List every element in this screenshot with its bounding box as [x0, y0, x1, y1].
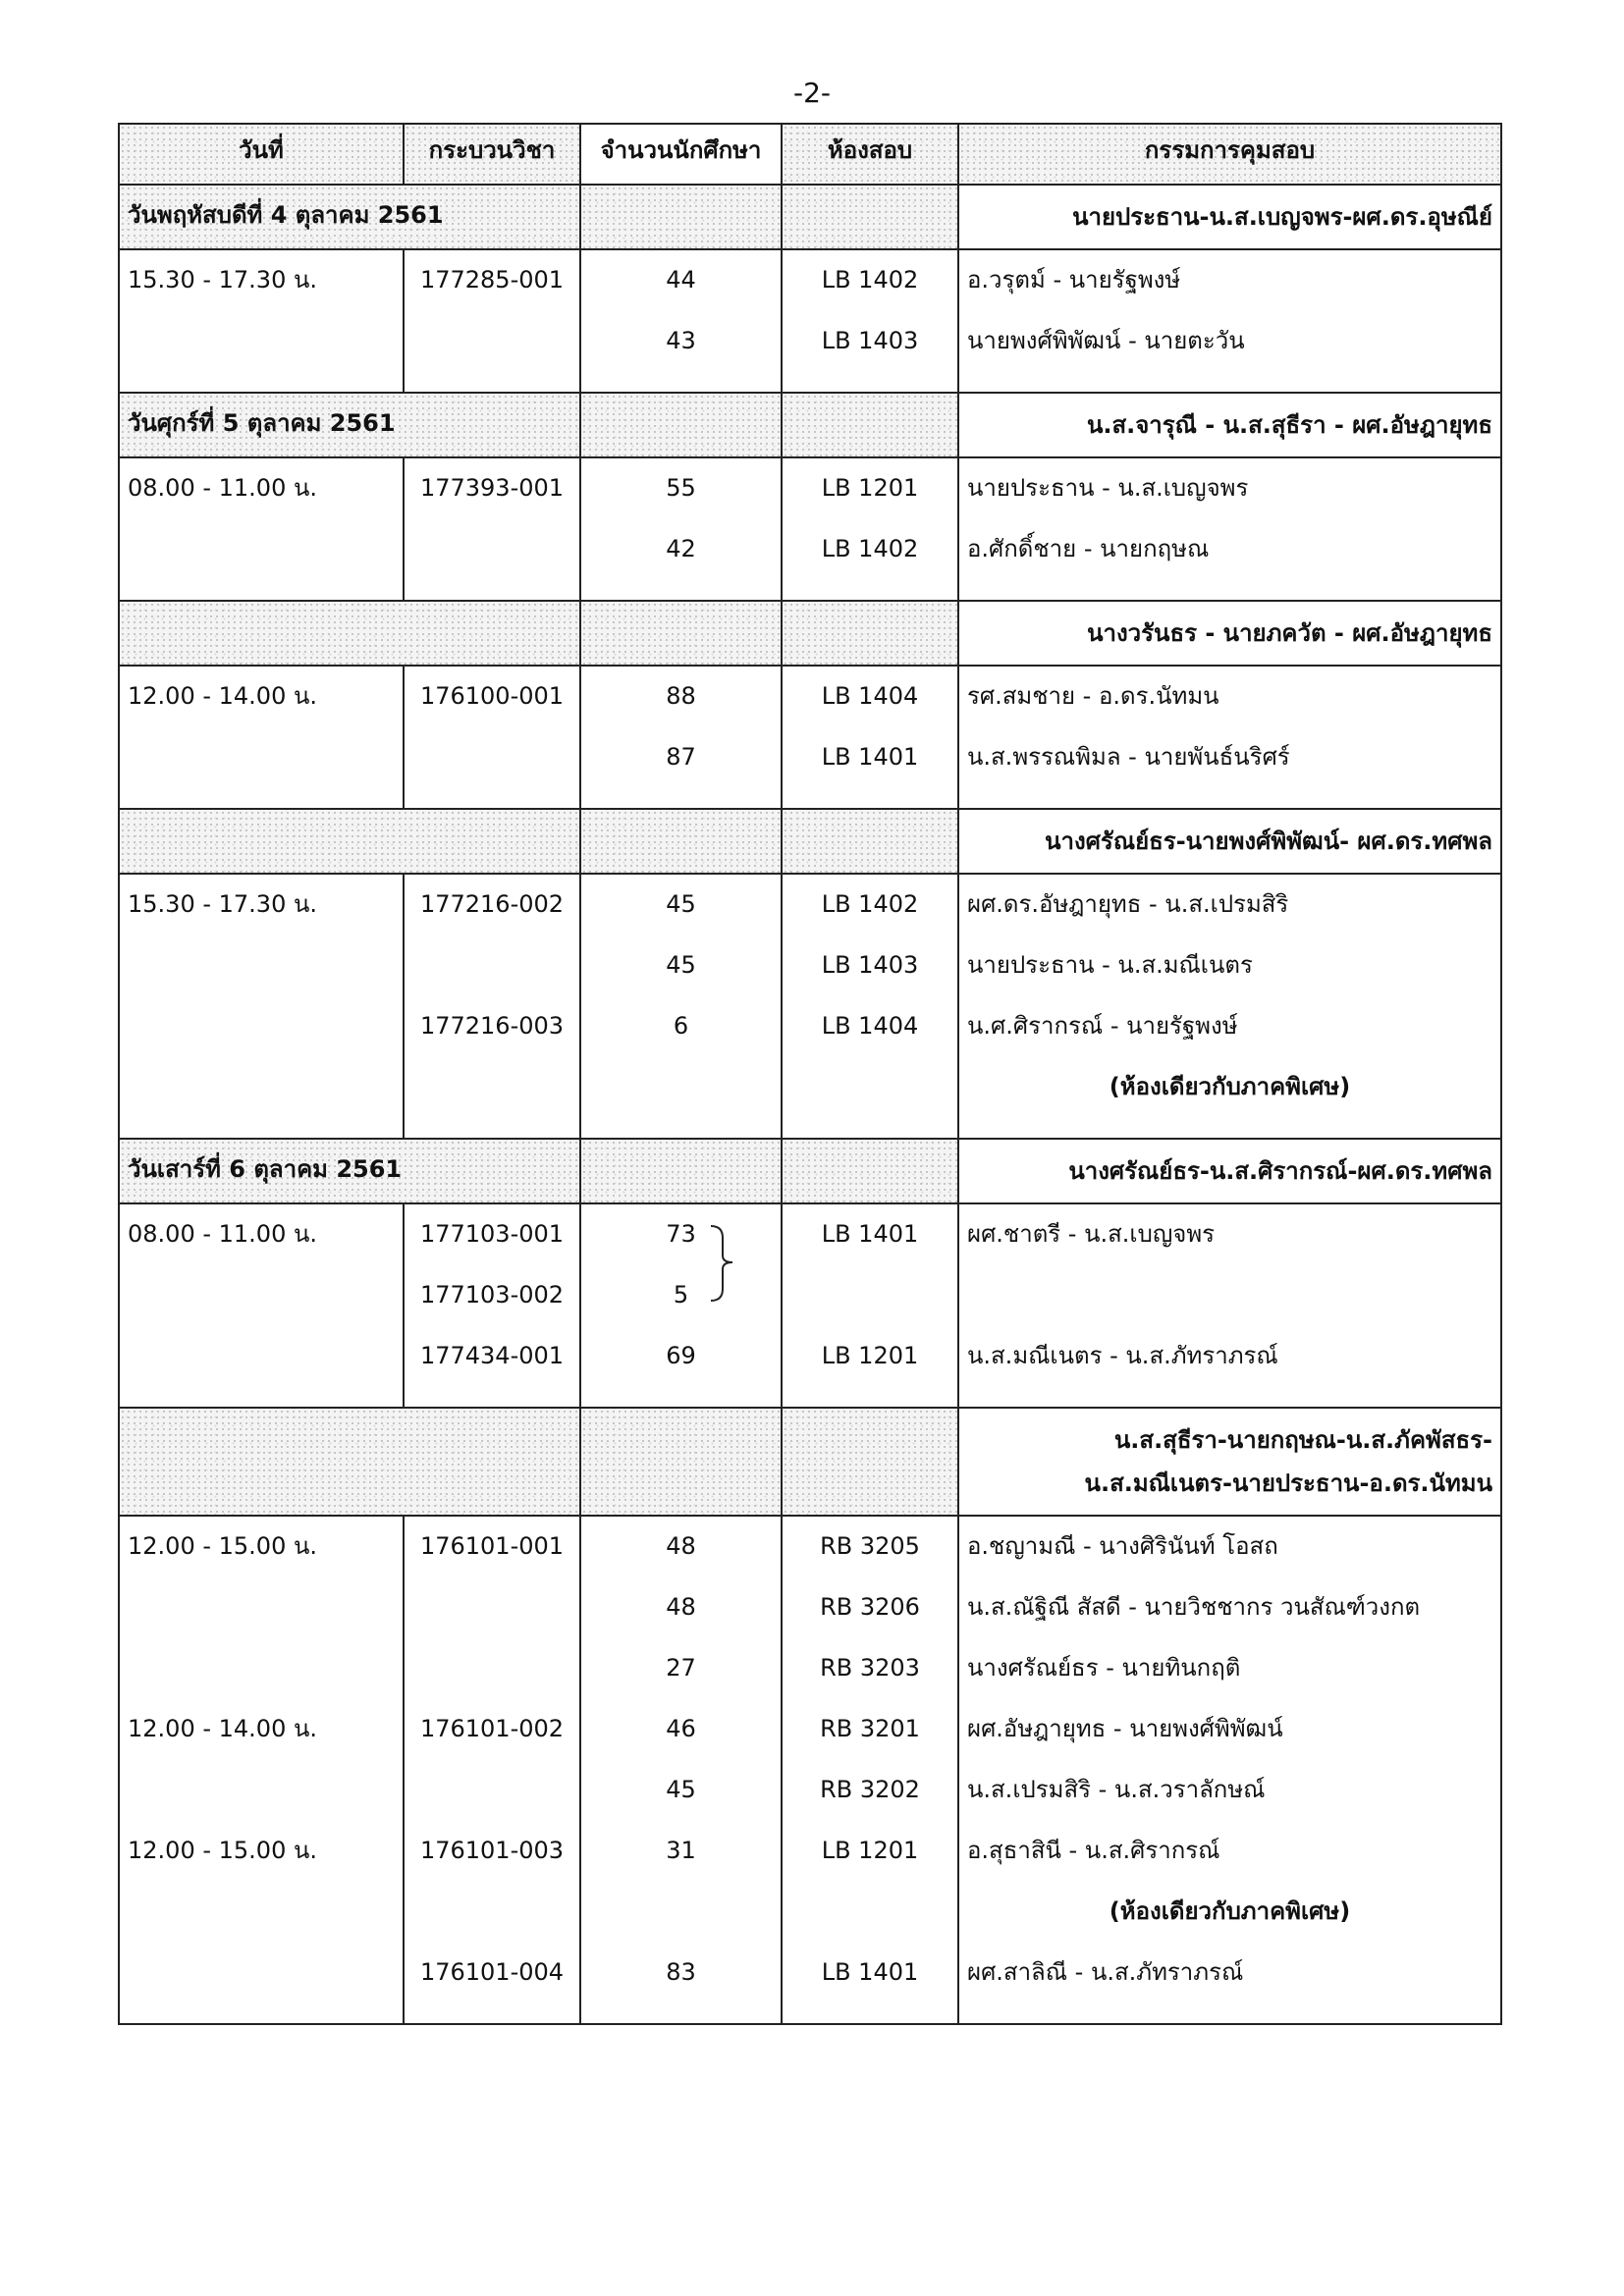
- count-cell: [580, 457, 782, 601]
- proctor-pair: ผศ.ชาตรี - น.ส.เบญจพร: [967, 1220, 1216, 1248]
- time-cell: 15.30 - 17.30 น.: [119, 874, 404, 1139]
- proctor-pair: ผศ.สาลิณี - น.ส.ภัทราภรณ์: [967, 1958, 1244, 1986]
- header-date: วันที่: [119, 124, 404, 185]
- time-range: [128, 1952, 395, 2013]
- day-cell: [119, 1139, 580, 1203]
- count-cell: [580, 666, 782, 809]
- student-count: 31: [666, 1837, 696, 1864]
- course-code: [412, 1770, 571, 1831]
- proctor-pair: อ.ศักดิ์ชาย - นายกฤษณ: [967, 535, 1210, 562]
- header-course: กระบวนวิชา: [404, 124, 580, 185]
- proctor-cell: [958, 457, 1501, 601]
- day-cell: [119, 185, 580, 249]
- exam-room: RB 3205: [820, 1532, 920, 1560]
- proctor-cell: [958, 874, 1501, 1139]
- course-cell: [404, 1203, 580, 1408]
- proctor-pair: รศ.สมชาย - อ.ดร.นัทมน: [967, 682, 1219, 710]
- proctor-pair: น.ส.ณัฐิณี สัสดี - นายวิชชากร วนสัณฑ์วงกต: [967, 1593, 1421, 1621]
- course-code: 177103-002: [419, 1281, 565, 1308]
- committee-cell: [958, 809, 1501, 874]
- time-cell: 12.00 - 14.00 น.: [119, 666, 404, 809]
- day-row: [119, 393, 1501, 457]
- exam-room: LB 1402: [821, 535, 919, 562]
- day-cell: [119, 809, 580, 874]
- proctor-pair: นางศรัณย์ธร - นายทินกฤติ: [967, 1654, 1241, 1682]
- day-row: [119, 601, 1501, 666]
- exam-room: LB 1201: [821, 1342, 919, 1369]
- page-number: -2-: [792, 77, 832, 109]
- exam-room: LB 1402: [821, 266, 919, 294]
- course-cell: [404, 666, 580, 809]
- course-cell: [404, 249, 580, 393]
- time-cell: 08.00 - 11.00 น.: [119, 457, 404, 601]
- count-cell: [580, 249, 782, 393]
- course-code: [412, 321, 571, 382]
- session-row: [119, 874, 1501, 1139]
- time-range: [128, 1770, 395, 1831]
- exam-room: RB 3201: [820, 1715, 920, 1742]
- course-code: 177285-001: [419, 266, 565, 294]
- header-proctors: กรรมการคุมสอบ: [958, 124, 1501, 185]
- right-brace-icon: [707, 1218, 742, 1307]
- proctor-cell: [958, 1203, 1501, 1408]
- student-count: 45: [666, 890, 696, 918]
- course-code: [412, 737, 571, 798]
- student-count: 5: [673, 1281, 689, 1308]
- committee-line: นายประธาน-น.ส.เบญจพร-ผศ.ดร.อุษณีย์: [1072, 203, 1492, 231]
- time-cell: 08.00 - 11.00 น.: [119, 1203, 404, 1408]
- room-cell: [782, 1516, 958, 2024]
- student-count: 44: [666, 266, 696, 294]
- day-cell: [119, 393, 580, 457]
- proctor-pair: [967, 1275, 1492, 1336]
- time-range: 12.00 - 14.00 น.: [128, 1715, 317, 1742]
- room-cell: [782, 1203, 958, 1408]
- time-range: [128, 1587, 395, 1648]
- student-count: 6: [673, 1012, 689, 1040]
- day-row: [119, 185, 1501, 249]
- shared-room-note: (ห้องเดียวกับภาคพิเศษ): [1109, 1897, 1351, 1925]
- time-cell: [119, 1516, 404, 2024]
- proctor-pair: น.ส.มณีเนตร - น.ส.ภัทราภรณ์: [967, 1342, 1278, 1369]
- day-row: [119, 809, 1501, 874]
- student-count: 45: [666, 951, 696, 979]
- proctor-pair: น.ส.เปรมสิริ - น.ส.วราลักษณ์: [967, 1776, 1266, 1803]
- exam-room: RB 3203: [820, 1654, 920, 1682]
- committee-line: นางศรัณย์ธร-นายพงศ์พิพัฒน์- ผศ.ดร.ทศพล: [1045, 828, 1492, 855]
- day-title: วันเสาร์ที่ 6 ตุลาคม 2561: [128, 1155, 403, 1183]
- course-code: 177216-003: [419, 1012, 565, 1040]
- day-cell: [119, 601, 580, 666]
- course-cell: [404, 874, 580, 1139]
- committee-line: น.ส.สุธีรา-นายกฤษณ-น.ส.ภัคพัสธร-: [1113, 1426, 1492, 1454]
- header-row: [119, 124, 1501, 185]
- session-row: [119, 457, 1501, 601]
- time-range: 12.00 - 15.00 น.: [128, 1532, 317, 1560]
- exam-room: LB 1404: [821, 1012, 919, 1040]
- exam-room: LB 1402: [821, 890, 919, 918]
- exam-room: LB 1401: [821, 1958, 919, 1986]
- proctor-pair: อ.สุธาสินี - น.ส.ศิรากรณ์: [967, 1837, 1220, 1864]
- course-cell: [404, 457, 580, 601]
- student-count: 88: [666, 682, 696, 710]
- course-code: 177434-001: [419, 1342, 565, 1369]
- session-row: [119, 1203, 1501, 1408]
- day-title: วันพฤหัสบดีที่ 4 ตุลาคม 2561: [128, 201, 444, 229]
- committee-line: น.ส.จารุณี - น.ส.สุธีรา - ผศ.อัษฎายุทธ: [1086, 411, 1492, 439]
- student-count: 48: [666, 1593, 696, 1621]
- room-cell: [782, 874, 958, 1139]
- exam-room: LB 1404: [821, 682, 919, 710]
- course-code: 176100-001: [419, 682, 565, 710]
- student-count: 73: [666, 1220, 696, 1248]
- student-count: [589, 1892, 773, 1952]
- exam-room: LB 1401: [821, 1220, 919, 1248]
- student-count: 55: [666, 474, 696, 502]
- committee-cell: [958, 601, 1501, 666]
- time-range: 12.00 - 15.00 น.: [128, 1837, 317, 1864]
- student-count: 69: [666, 1342, 696, 1369]
- shared-room-note: (ห้องเดียวกับภาคพิเศษ): [1109, 1073, 1351, 1100]
- day-title: วันศุกร์ที่ 5 ตุลาคม 2561: [128, 409, 396, 437]
- proctor-cell: [958, 249, 1501, 393]
- student-count: 48: [666, 1532, 696, 1560]
- course-code: 176101-001: [419, 1532, 565, 1560]
- course-code: 176101-002: [419, 1715, 565, 1742]
- exam-room: LB 1403: [821, 327, 919, 354]
- proctor-pair: อ.ชญามณี - นางศิรินันท์ โอสถ: [967, 1532, 1278, 1560]
- student-count: 45: [666, 1776, 696, 1803]
- course-code: 176101-003: [419, 1837, 565, 1864]
- room-cell: [782, 457, 958, 601]
- exam-room: RB 3206: [820, 1593, 920, 1621]
- exam-room: [790, 1892, 949, 1952]
- proctor-pair: น.ส.พรรณพิมล - นายพันธ์นริศร์: [967, 743, 1290, 771]
- exam-room: LB 1401: [821, 743, 919, 771]
- student-count: 27: [666, 1654, 696, 1682]
- course-cell: [404, 1516, 580, 2024]
- committee-line: น.ส.มณีเนตร-นายประธาน-อ.ดร.นัทมน: [1084, 1469, 1492, 1497]
- course-code: [412, 1648, 571, 1709]
- day-cell: [119, 1408, 580, 1516]
- exam-room: LB 1201: [821, 1837, 919, 1864]
- room-cell: [782, 249, 958, 393]
- time-range: [128, 1892, 395, 1952]
- count-cell: [580, 874, 782, 1139]
- course-code: [412, 529, 571, 590]
- session-row: [119, 666, 1501, 809]
- student-count: 42: [666, 535, 696, 562]
- course-code: 177393-001: [419, 474, 565, 502]
- proctor-cell: [958, 666, 1501, 809]
- proctor-cell: [958, 1516, 1501, 2024]
- day-row: [119, 1408, 1501, 1516]
- exam-room: LB 1403: [821, 951, 919, 979]
- time-cell: 15.30 - 17.30 น.: [119, 249, 404, 393]
- proctor-pair: ผศ.ดร.อัษฎายุทธ - น.ส.เปรมสิริ: [967, 890, 1289, 918]
- session-row: [119, 1516, 1501, 2024]
- course-code: 177216-002: [419, 890, 565, 918]
- count-cell: [580, 1203, 782, 1408]
- exam-room: RB 3202: [820, 1776, 920, 1803]
- student-count: 87: [666, 743, 696, 771]
- session-row: [119, 249, 1501, 393]
- course-code: 177103-001: [419, 1220, 565, 1248]
- student-count: 46: [666, 1715, 696, 1742]
- header-students: จำนวนนักศึกษา: [580, 124, 782, 185]
- proctor-pair: นายพงศ์พิพัฒน์ - นายตะวัน: [967, 327, 1245, 354]
- proctor-pair: ผศ.อัษฎายุทธ - นายพงศ์พิพัฒน์: [967, 1715, 1283, 1742]
- header-room: ห้องสอบ: [782, 124, 958, 185]
- proctor-pair: น.ศ.ศิรากรณ์ - นายรัฐพงษ์: [967, 1012, 1238, 1040]
- committee-cell: [958, 185, 1501, 249]
- proctor-pair: อ.วรุตม์ - นายรัฐพงษ์: [967, 266, 1181, 294]
- committee-line: นางวรันธร - นายภควัต - ผศ.อัษฎายุทธ: [1087, 619, 1492, 647]
- proctor-pair: นายประธาน - น.ส.มณีเนตร: [967, 951, 1253, 979]
- exam-schedule: [118, 123, 1502, 2025]
- time-range: [128, 1648, 395, 1709]
- committee-line: นางศรัณย์ธร-น.ส.ศิรากรณ์-ผศ.ดร.ทศพล: [1068, 1157, 1492, 1185]
- course-code: [412, 1587, 571, 1648]
- room-cell: [782, 666, 958, 809]
- course-code: [412, 1892, 571, 1952]
- exam-room: [790, 1275, 949, 1336]
- student-count: 83: [666, 1958, 696, 1986]
- course-code: 176101-004: [419, 1958, 565, 1986]
- committee-cell: [958, 1408, 1501, 1516]
- committee-cell: [958, 1139, 1501, 1203]
- proctor-pair: นายประธาน - น.ส.เบญจพร: [967, 474, 1249, 502]
- committee-cell: [958, 393, 1501, 457]
- day-row: [119, 1139, 1501, 1203]
- course-code: [412, 945, 571, 1006]
- schedule-table: [118, 123, 1502, 2025]
- exam-room: LB 1201: [821, 474, 919, 502]
- count-cell: [580, 1516, 782, 2024]
- student-count: 43: [666, 327, 696, 354]
